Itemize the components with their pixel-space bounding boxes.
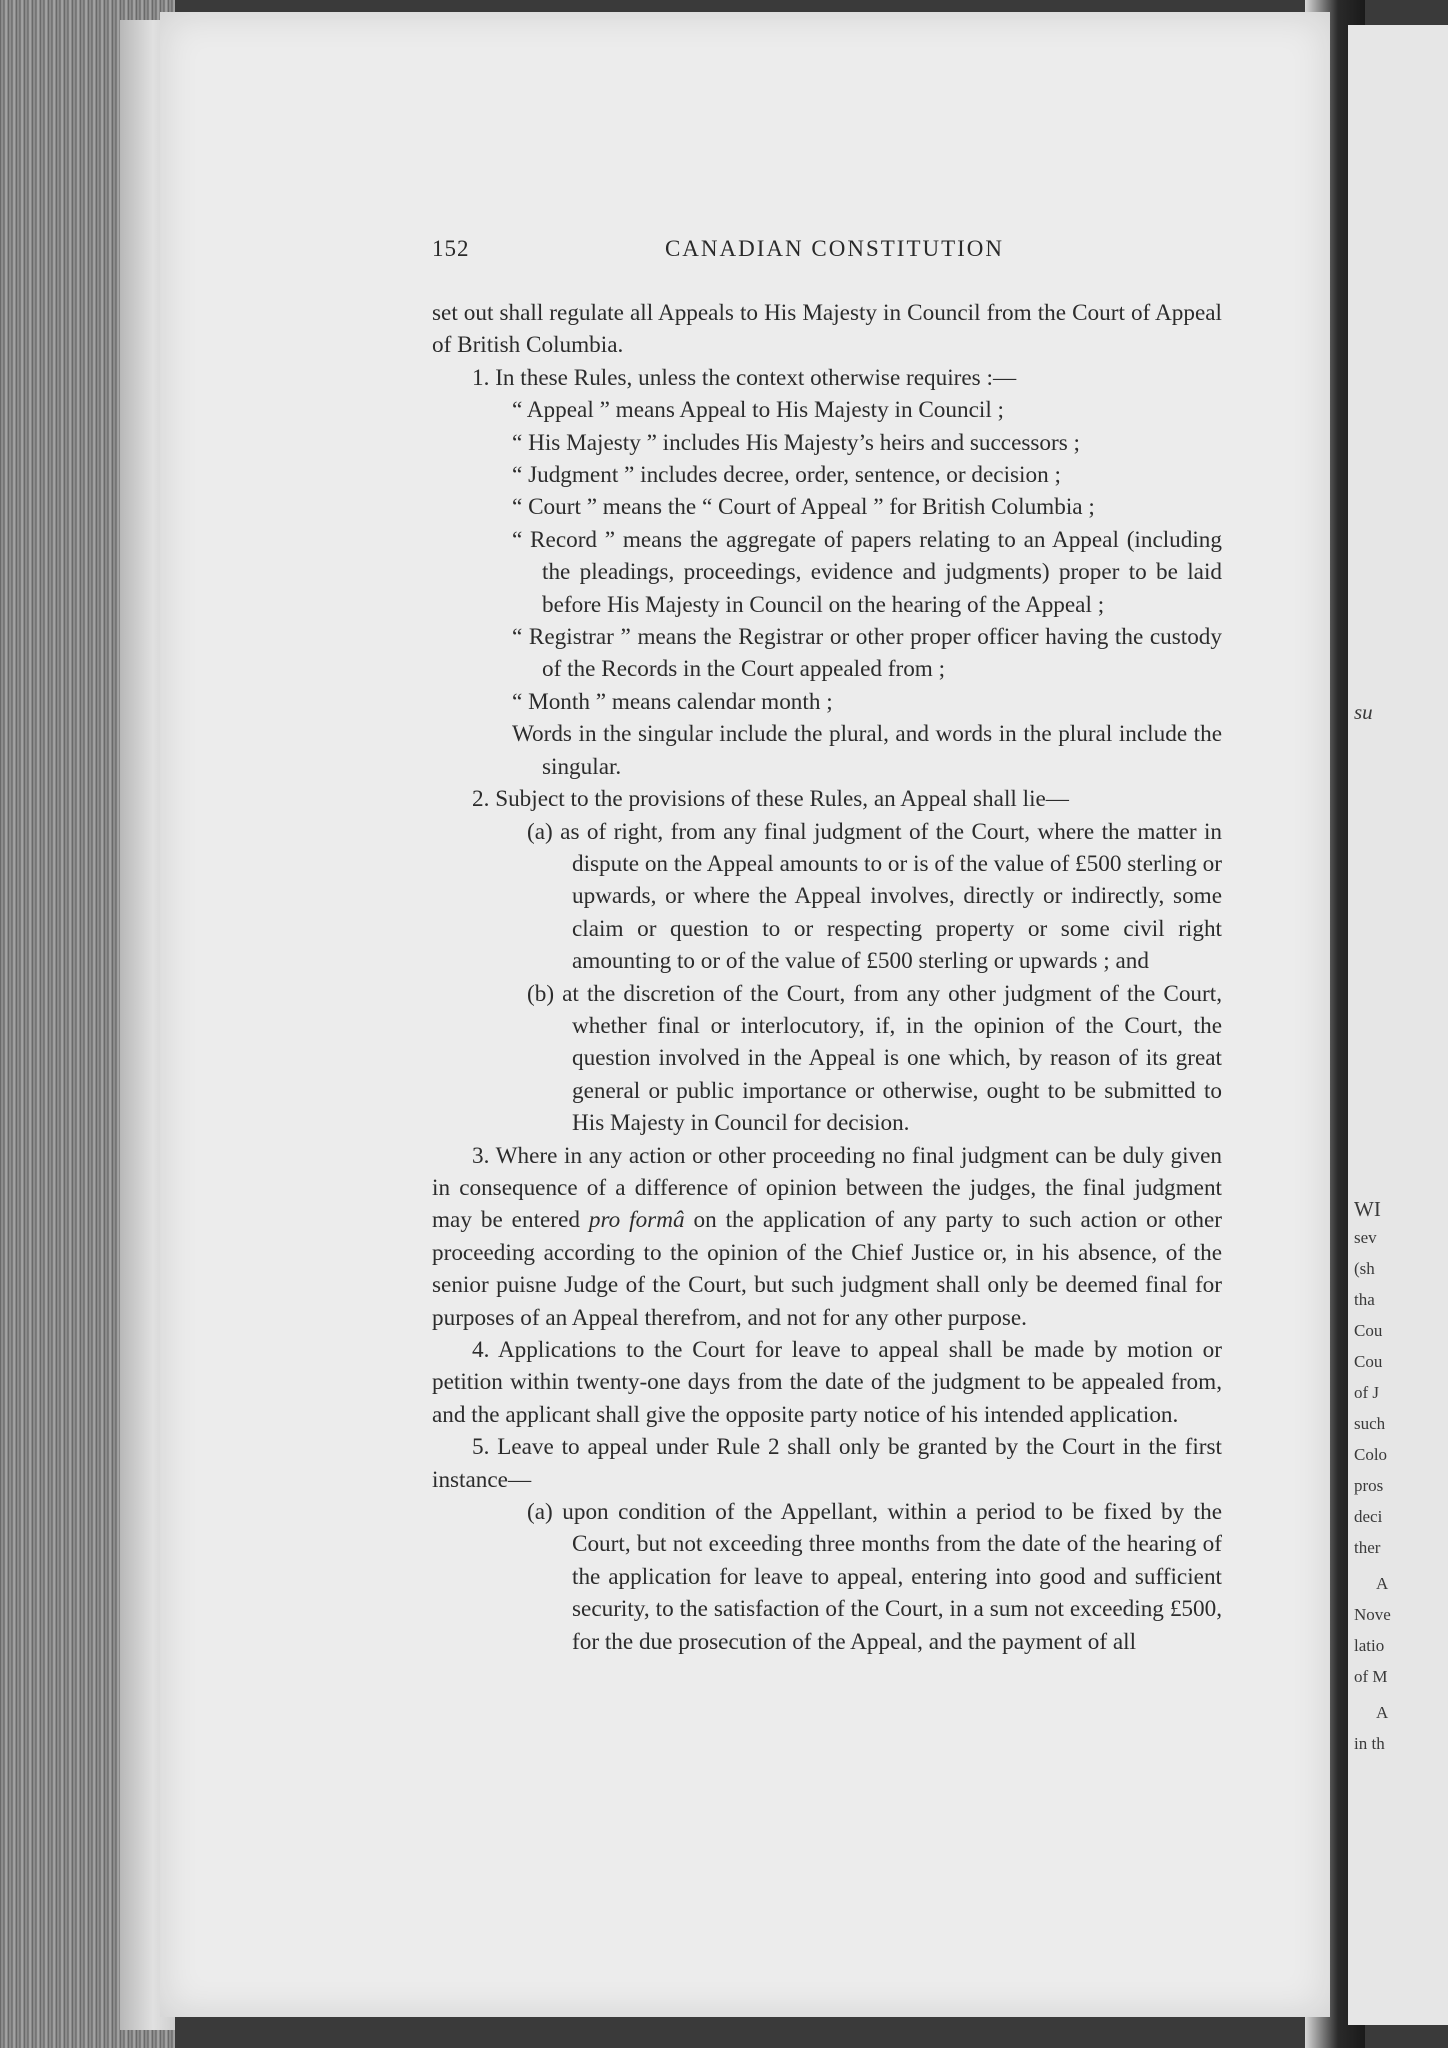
definition-record: “ Record ” means the aggregate of papers relating to an Appeal (including the pleadings, proceedings, evidence and judgments) proper to be laid before His Majesty in Council on the hearing of the Appeal ; — [512, 526, 1222, 618]
facing-fragment: deci — [1354, 1507, 1383, 1526]
page-number: 152 — [432, 236, 470, 261]
page-body — [432, 297, 1222, 1658]
rule-2-clause-b: (b) at the discretion of the Court, from any other judgment of the Court, whether final or interlocutory, if, in the opinion of the Court, the question involved in the Appeal is one which, by reason of its great general or public importance or otherwise, ought to be submitted to His Majesty in Council for decision. — [527, 980, 1222, 1137]
rule-2-clause-a: (a) as of right, from any final judgment of the Court, where the matter in dispute on the Appeal amounts to or is of the value of £500 sterling or upwards, or where the Appeal involves, directly or indirectly, some claim or question to or respecting property or some civil right amounting to or of the value of £500 sterling or upwards ; and — [527, 818, 1222, 975]
running-head — [432, 236, 1237, 266]
facing-fragment: Colo — [1354, 1445, 1388, 1464]
facing-fragment: sev — [1354, 1228, 1377, 1247]
rule-2-heading: 2. Subject to the provisions of these Rules, an Appeal shall lie— — [472, 786, 1069, 813]
definition-singular-plural: Words in the singular include the plural, and words in the plural include the singular. — [512, 721, 1222, 780]
definition-judgment: “ Judgment ” includes decree, order, sentence, or decision ; — [512, 462, 1061, 489]
rule-3-text-end: on the application of any party to such action or other proceeding according to the opinion of the Chief Justice or, in his absence, of the senior puisne Judge of the Court, but such judgment shall only be deemed final for purposes of an Appeal therefrom, and not for any other purpose. — [432, 1207, 1222, 1331]
definition-month: “ Month ” means calendar month ; — [512, 688, 833, 715]
facing-fragment: in th — [1354, 1734, 1385, 1753]
facing-fragment: latio — [1354, 1636, 1385, 1655]
facing-fragment: such — [1354, 1414, 1386, 1433]
facing-fragment: (sh — [1354, 1259, 1375, 1278]
facing-fragment: A — [1376, 1574, 1389, 1593]
intro-paragraph: set out shall regulate all Appeals to His Majesty in Council from the Court of Appeal of British Columbia. — [432, 300, 1222, 359]
facing-fragment: Nove — [1354, 1605, 1391, 1624]
facing-fragment: Cou — [1354, 1321, 1383, 1340]
rule-3-paragraph — [432, 1140, 1222, 1334]
running-title: CANADIAN CONSTITUTION — [664, 236, 1005, 261]
definition-registrar: “ Registrar ” means the Registrar or other proper officer having the custody of the Records in the Court appealed from ; — [512, 624, 1222, 683]
facing-fragment: of J — [1354, 1383, 1380, 1402]
facing-fragment: pros — [1354, 1476, 1384, 1495]
facing-fragment: su — [1354, 700, 1373, 724]
facing-fragment: Cou — [1354, 1352, 1383, 1371]
facing-fragment: ther — [1354, 1538, 1381, 1557]
definition-appeal: “ Appeal ” means Appeal to His Majesty in Council ; — [512, 397, 1004, 424]
rule-5-clause-a: (a) upon condition of the Appellant, within a period to be fixed by the Court, but not exceeding three months from the date of the hearing of the application for leave to appeal, entering into good and sufficient security, to the satisfaction of the Court, in a sum not exceeding £500, for the due prosecution of the Appeal, and the payment of all — [527, 1499, 1222, 1655]
rule-4-paragraph: 4. Applications to the Court for leave to appeal shall be made by motion or petition within twenty-one days from the date of the judgment to be appealed from, and the applicant shall give the opposite party notice of his intended application. — [432, 1337, 1222, 1428]
facing-fragment: tha — [1354, 1290, 1375, 1309]
definition-court: “ Court ” means the “ Court of Appeal ” for British Columbia ; — [512, 494, 1095, 521]
definition-his-majesty: “ His Majesty ” includes His Majesty’s heirs and successors ; — [512, 429, 1080, 456]
facing-page — [1348, 25, 1448, 2025]
facing-fragment: A — [1376, 1703, 1389, 1722]
facing-fragment: of M — [1354, 1667, 1388, 1686]
rule-3-italic-term: pro formâ — [588, 1207, 685, 1234]
rule-3-text-start: 3. Where in any action or other proceeding no final judgment can be duly given in consequence of a difference of opinion between the judges, the final judgment may be entered — [432, 1142, 1222, 1234]
facing-fragment: WI — [1354, 1197, 1381, 1221]
book-page-edges — [0, 0, 175, 2048]
rule-5-heading: 5. Leave to appeal under Rule 2 shall only be granted by the Court in the first instance— — [432, 1434, 1222, 1493]
rule-1-heading: 1. In these Rules, unless the context otherwise requires :— — [472, 364, 1017, 391]
